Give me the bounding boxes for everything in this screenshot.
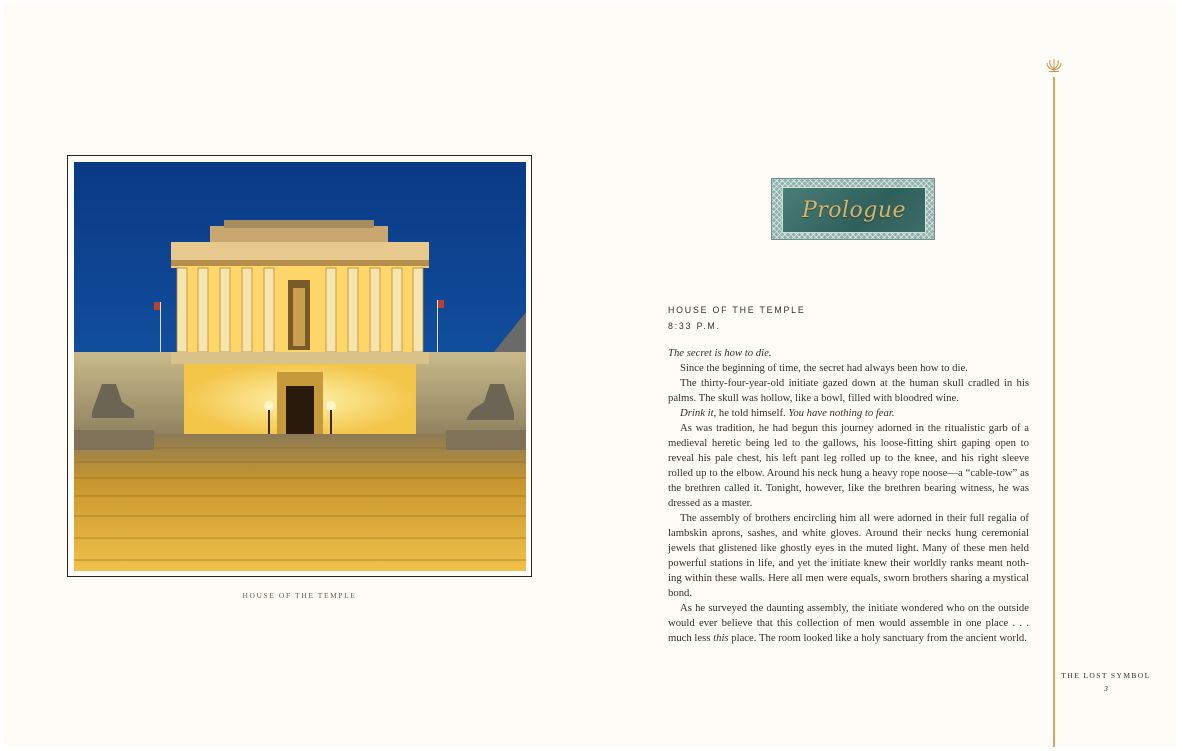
paragraph: As was tradition, he had begun this journey adorned in the ritualistic garb of a medieval heretic being led to the gallows, his loose-fitting shirt gaping open to reveal his pale chest, his left pant leg rolled up to the knee, and his right sleeve rolled up to the elbow. Around his neck hung a heavy rope noose—a “cable-tow” as the brethren called it. Tonight, however, like the brethren bearing witness, he was dressed as a master. — [668, 422, 1029, 509]
scene-heading — [668, 302, 806, 334]
plain-text: As he surveyed the daunting assembly, the initiate wondered who on the outside would ever believe that this collection of men would assemble in one place . . . much less — [668, 602, 1029, 644]
page-number: 3 — [1104, 684, 1108, 693]
paragraph: The thirty-four-year-old initiate gazed down at the human skull cradled in his palms. The skull was hollow, like a bowl, filled with bloodred wine. — [668, 377, 1029, 404]
chapter-plaque-inner — [782, 187, 926, 233]
scene-location: HOUSE OF THE TEMPLE — [668, 305, 806, 315]
fleur-ornament-icon — [1045, 57, 1063, 73]
paragraph — [668, 406, 1029, 421]
house-of-the-temple-photo — [74, 162, 526, 571]
photo-frame — [67, 155, 532, 577]
paragraph — [668, 601, 1029, 646]
italic-text: You have nothing to fear. — [785, 407, 895, 419]
body-text — [668, 346, 1029, 646]
plain-text: he told himself. — [716, 407, 786, 419]
running-head: THE LOST SYMBOL — [1061, 671, 1151, 680]
photo-caption: HOUSE OF THE TEMPLE — [242, 591, 357, 600]
italic-text: The secret is how to die. — [668, 347, 772, 359]
chapter-plaque — [771, 178, 935, 240]
paragraph — [668, 346, 1029, 361]
italic-text: this — [713, 632, 729, 644]
scene-time: 8:33 P.M. — [668, 321, 721, 331]
paragraph: The assembly of brothers encircling him all were adorned in their full regalia of lambskin aprons, sashes, and white gloves. Around their necks hung ceremonial jewels that glistened like ghostly eyes in the muted light. Many of these men held powerful stations in life, and yet the initiate knew their worldly ranks meant noth-ing within these walls. Here all men were equals, sworn brothers sharing a mystical bond. — [668, 512, 1029, 599]
chapter-title: Prologue — [801, 197, 907, 223]
book-spread — [4, 3, 1176, 747]
plain-text: place. The room looked like a holy sanctuary from the ancient world. — [728, 632, 1027, 644]
paragraph: Since the beginning of time, the secret had always been how to die. — [680, 362, 968, 374]
italic-text: Drink it, — [680, 407, 717, 419]
margin-rule — [1053, 77, 1055, 747]
